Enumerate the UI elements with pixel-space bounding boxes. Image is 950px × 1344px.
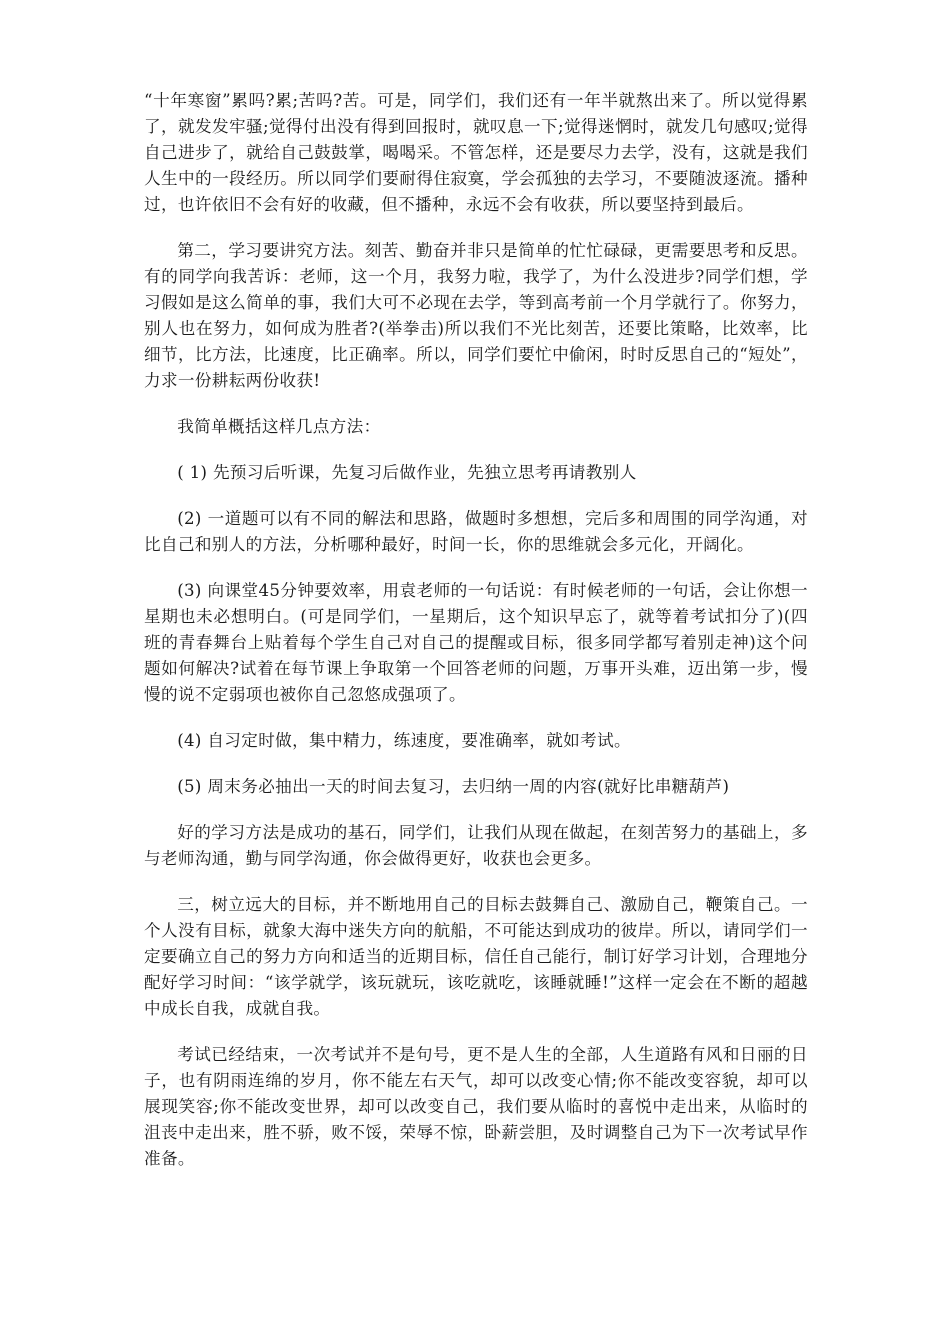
list-item-method-1: ( 1) 先预习后听课，先复习后做作业，先独立思考再请教别人 (177, 463, 637, 482)
document-body (144, 88, 808, 1192)
paragraph-exam-conclusion: 考试已经结束，一次考试并不是句号，更不是人生的全部，人生道路有风和日丽的日子，也有阴雨连绵的岁月，你不能左右天气，却可以改变心情;你不能改变容貌，却可以展现笑容;你不能改变世界，却可以改变自己，我们要从临时的喜悦中走出来，从临时的沮丧中走出来，胜不骄，败不馁，荣辱不惊，卧薪尝胆，及时调整自己为下一次考试早作准备。 (144, 1045, 808, 1168)
paragraph-method-summary: 好的学习方法是成功的基石，同学们，让我们从现在做起，在刻苦努力的基础上，多与老师沟通，勤与同学沟通，你会做得更好，收获也会更多。 (144, 823, 808, 868)
paragraph-method-intro: 我简单概括这样几点方法： (177, 417, 381, 436)
paragraph-goals: 三，树立远大的目标，并不断地用自己的目标去鼓舞自己、激励自己，鞭策自己。一个人没有目标，就象大海中迷失方向的航船，不可能达到成功的彼岸。所以，请同学们一定要确立自己的努力方向和适当的近期目标，信任自己能行，制订好学习计划，合理地分配好学习时间：“该学就学，该玩就玩，该吃就吃，该睡就睡!”这样一定会在不断的超越中成长自我，成就自我。 (144, 895, 808, 1018)
list-item-method-4: (4) 自习定时做，集中精力，练速度，要准确率，就如考试。 (177, 731, 631, 750)
list-item-method-5: (5) 周末务必抽出一天的时间去复习，去归纳一周的内容(就好比串糖葫芦) (177, 777, 730, 796)
paragraph-study-method: 第二，学习要讲究方法。刻苦、勤奋并非只是简单的忙忙碌碌，更需要思考和反思。有的同学向我苦诉：老师，这一个月，我努力啦，我学了，为什么没进步?同学们想，学习假如是这么简单的事，我们大可不必现在去学，等到高考前一个月学就行了。你努力，别人也在努力，如何成为胜者?(举拳击)所以我们不光比刻苦，还要比策略，比效率，比细节，比方法，比速度，比正确率。所以，同学们要忙中偷闲，时时反思自己的“短处”，力求一份耕耘两份收获! (144, 241, 808, 390)
list-item-method-3: (3) 向课堂45分钟要效率，用袁老师的一句话说：有时候老师的一句话，会让你想一星期也未必想明白。(可是同学们，一星期后，这个知识早忘了，就等着考试扣分了)(四班的青春舞台上贴着每个学生自己对自己的提醒或目标，很多同学都写着别走神)这个问题如何解决?试着在每节课上争取第一个回答老师的问题，万事开头难，迈出第一步，慢慢的说不定弱项也被你自己忽悠成强项了。 (144, 581, 808, 704)
list-item-method-2: (2) 一道题可以有不同的解法和思路，做题时多想想，完后多和周围的同学沟通，对比自己和别人的方法，分析哪种最好，时间一长，你的思维就会多元化，开阔化。 (144, 509, 808, 554)
paragraph-hardship: “十年寒窗”累吗?累;苦吗?苦。可是，同学们，我们还有一年半就熬出来了。所以觉得累了，就发发牢骚;觉得付出没有得到回报时，就叹息一下;觉得迷惘时，就发几句感叹;觉得自己进步了，就给自己鼓鼓掌，喝喝采。不管怎样，还是要尽力去学，没有，这就是我们人生中的一段经历。所以同学们要耐得住寂寞，学会孤独的去学习，不要随波逐流。播种过，也许依旧不会有好的收藏，但不播种，永远不会有收获，所以要坚持到最后。 (144, 91, 808, 214)
